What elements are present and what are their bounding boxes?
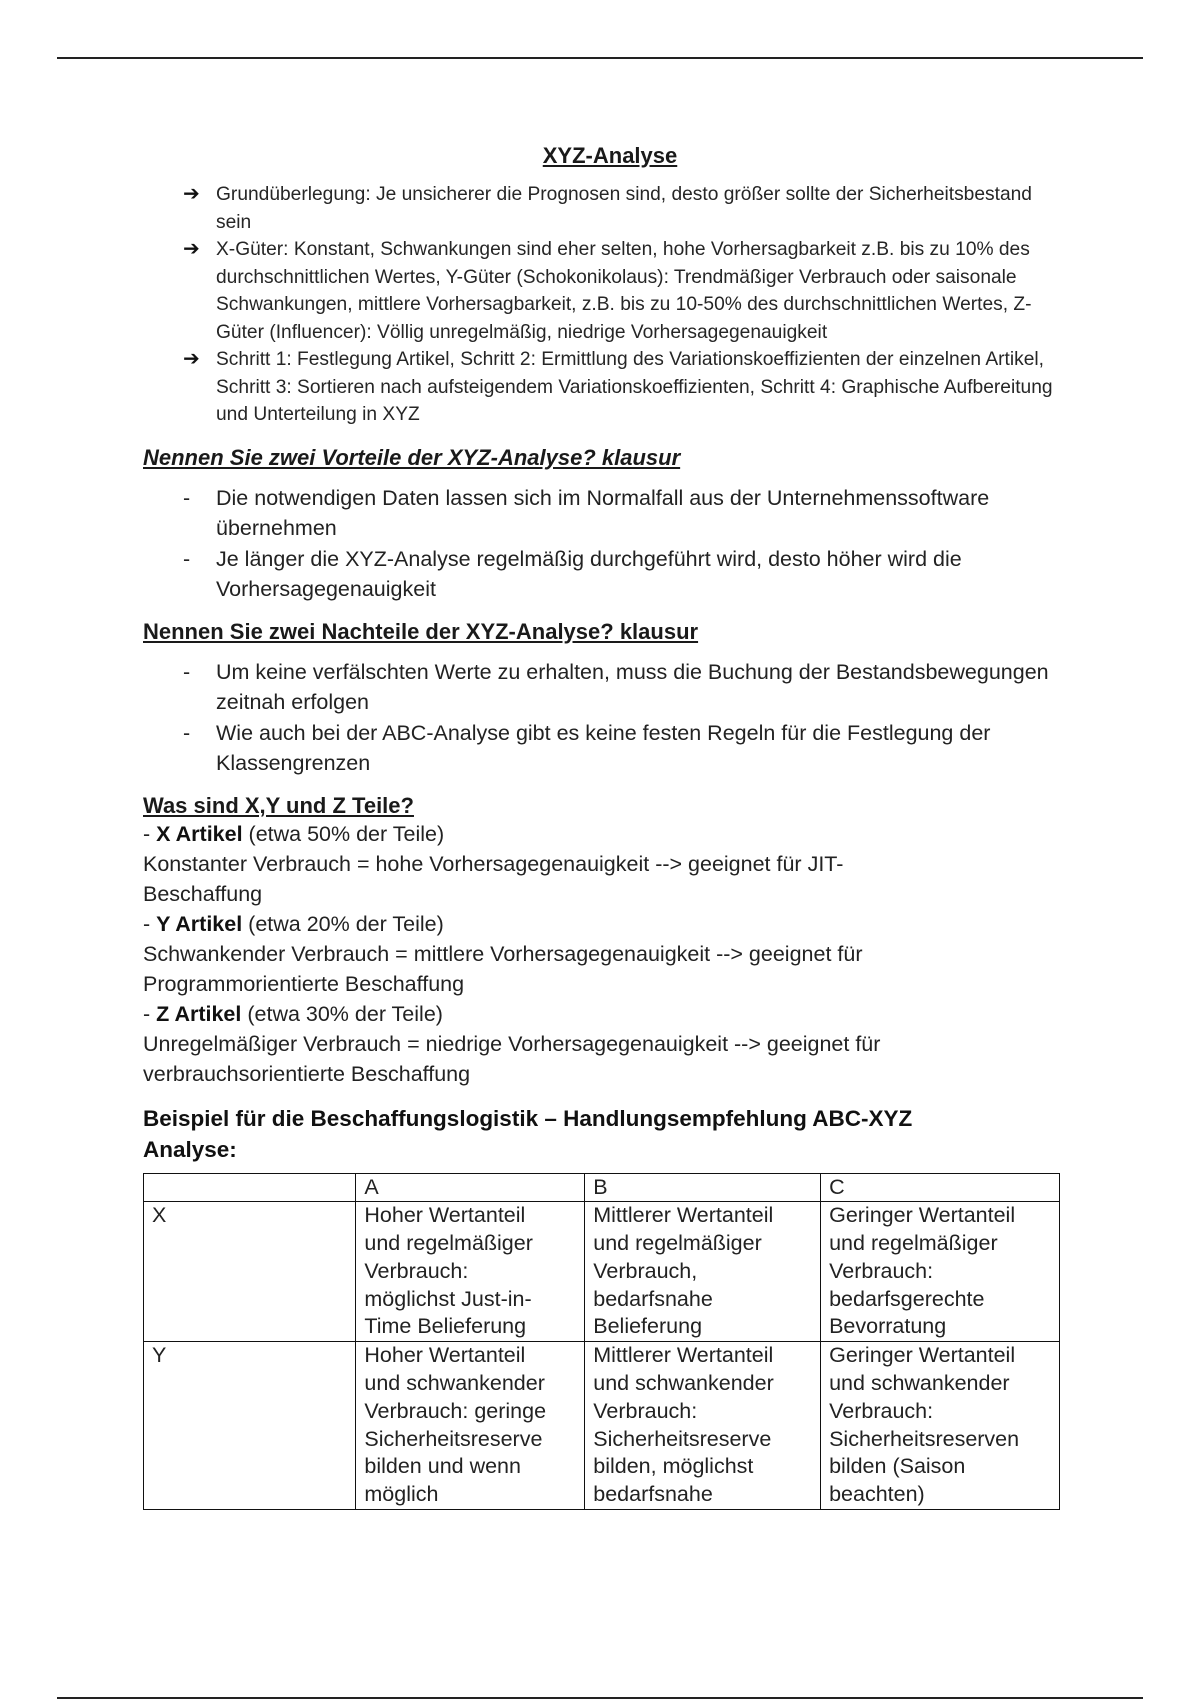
- arrow-icon: ➔: [183, 238, 200, 260]
- table-row: [144, 1202, 1060, 1342]
- table-header-cell: C: [821, 1173, 1060, 1202]
- z-artikel-desc: verbrauchsorientierte Beschaffung: [143, 1061, 471, 1086]
- table-cell: Geringer Wertanteil und schwankender Verbrauch: Sicherheitsreserven bilden (Saison beachten): [821, 1342, 1060, 1510]
- top-rule: [57, 57, 1143, 59]
- abc-xyz-matrix: [143, 1173, 1060, 1511]
- table-cell: Hoher Wertanteil und schwankender Verbrauch: geringe Sicherheitsreserve bilden und wenn möglich: [356, 1342, 585, 1510]
- list-item: - Die notwendigen Daten lassen sich im Normalfall aus der Unternehmenssoftware übernehmen: [183, 485, 990, 540]
- row-label: X: [144, 1202, 356, 1342]
- list-item: - Um keine verfälschten Werte zu erhalten, muss die Buchung der Bestandsbewegungen zeitnah erfolgen: [183, 659, 1049, 714]
- y-artikel-desc: Schwankender Verbrauch = mittlere Vorhersagegenauigkeit --> geeignet für: [143, 941, 863, 966]
- arrow-icon: ➔: [183, 348, 200, 370]
- nachteile-heading: Nennen Sie zwei Nachteile der XYZ-Analyse? klausur: [143, 618, 699, 644]
- table-header-cell: A: [356, 1173, 585, 1202]
- intro-bullet: ➔ X-Güter: Konstant, Schwankungen sind eher selten, hohe Vorhersagbarkeit z.B. bis zu 10% des durchschnittlichen Wertes, Y-Güter (Schokonikolaus): Trendmäßiger Verbrauch oder saisonale Schwankungen, mittlere Vorhersagbarkeit, z.B. bis zu 10-50% des durchschnittlichen Wertes, Z-Güter (Influencer): Völlig unregelmäßig, niedrige Vorhersagegenauigkeit: [183, 238, 1032, 343]
- list-item: - Wie auch bei der ABC-Analyse gibt es keine festen Regeln für die Festlegung der Klassengrenzen: [183, 720, 991, 775]
- page-title: XYZ-Analyse: [542, 143, 678, 168]
- nachteile-list: [143, 657, 1063, 779]
- page-content: [143, 140, 1063, 1510]
- table-cell: Mittlerer Wertanteil und schwankender Verbrauch: Sicherheitsreserve bilden, möglichst bedarfsnahe: [585, 1342, 821, 1510]
- bottom-rule: [57, 1697, 1143, 1699]
- table-header-cell: B: [585, 1173, 821, 1202]
- vorteile-heading: Nennen Sie zwei Vorteile der XYZ-Analyse? klausur: [143, 444, 681, 470]
- vorteile-list: [143, 483, 1063, 605]
- table-header-row: [144, 1173, 1060, 1202]
- beispiel-heading: Beispiel für die Beschaffungslogistik – Handlungsempfehlung ABC-XYZ Analyse:: [143, 1105, 913, 1162]
- z-artikel-desc: Unregelmäßiger Verbrauch = niedrige Vorhersagegenauigkeit --> geeignet für: [143, 1031, 881, 1056]
- intro-bullet: ➔ Schritt 1: Festlegung Artikel, Schritt 2: Ermittlung des Variationskoeffizienten der einzelnen Artikel, Schritt 3: Sortieren nach aufsteigendem Variationskoeffizienten, Schritt 4: Graphische Aufbereitung und Unterteilung in XYZ: [183, 348, 1053, 425]
- table-cell: Hoher Wertanteil und regelmäßiger Verbrauch: möglichst Just-in- Time Belieferung: [356, 1202, 585, 1342]
- intro-bullet-list: [143, 181, 1063, 429]
- table-header-cell: [144, 1173, 356, 1202]
- intro-bullet: ➔ Grundüberlegung: Je unsicherer die Prognosen sind, desto größer sollte der Sicherheitsbestand sein: [183, 183, 1032, 233]
- list-item: - Je länger die XYZ-Analyse regelmäßig durchgeführt wird, desto höher wird die Vorhersagegenauigkeit: [183, 546, 962, 601]
- table-cell: Mittlerer Wertanteil und regelmäßiger Verbrauch, bedarfsnahe Belieferung: [585, 1202, 821, 1342]
- x-artikel-line: - X Artikel (etwa 50% der Teile): [143, 821, 445, 846]
- row-label: Y: [144, 1342, 356, 1510]
- x-artikel-desc: Beschaffung: [143, 881, 263, 906]
- x-artikel-desc: Konstanter Verbrauch = hohe Vorhersagegenauigkeit --> geeignet für JIT-: [143, 851, 844, 876]
- table-row: [144, 1342, 1060, 1510]
- z-artikel-line: - Z Artikel (etwa 30% der Teile): [143, 1001, 443, 1026]
- teile-heading: Was sind X,Y und Z Teile?: [143, 792, 414, 818]
- y-artikel-line: - Y Artikel (etwa 20% der Teile): [143, 911, 444, 936]
- y-artikel-desc: Programmorientierte Beschaffung: [143, 971, 465, 996]
- arrow-icon: ➔: [183, 183, 200, 205]
- table-cell: Geringer Wertanteil und regelmäßiger Verbrauch: bedarfsgerechte Bevorratung: [821, 1202, 1060, 1342]
